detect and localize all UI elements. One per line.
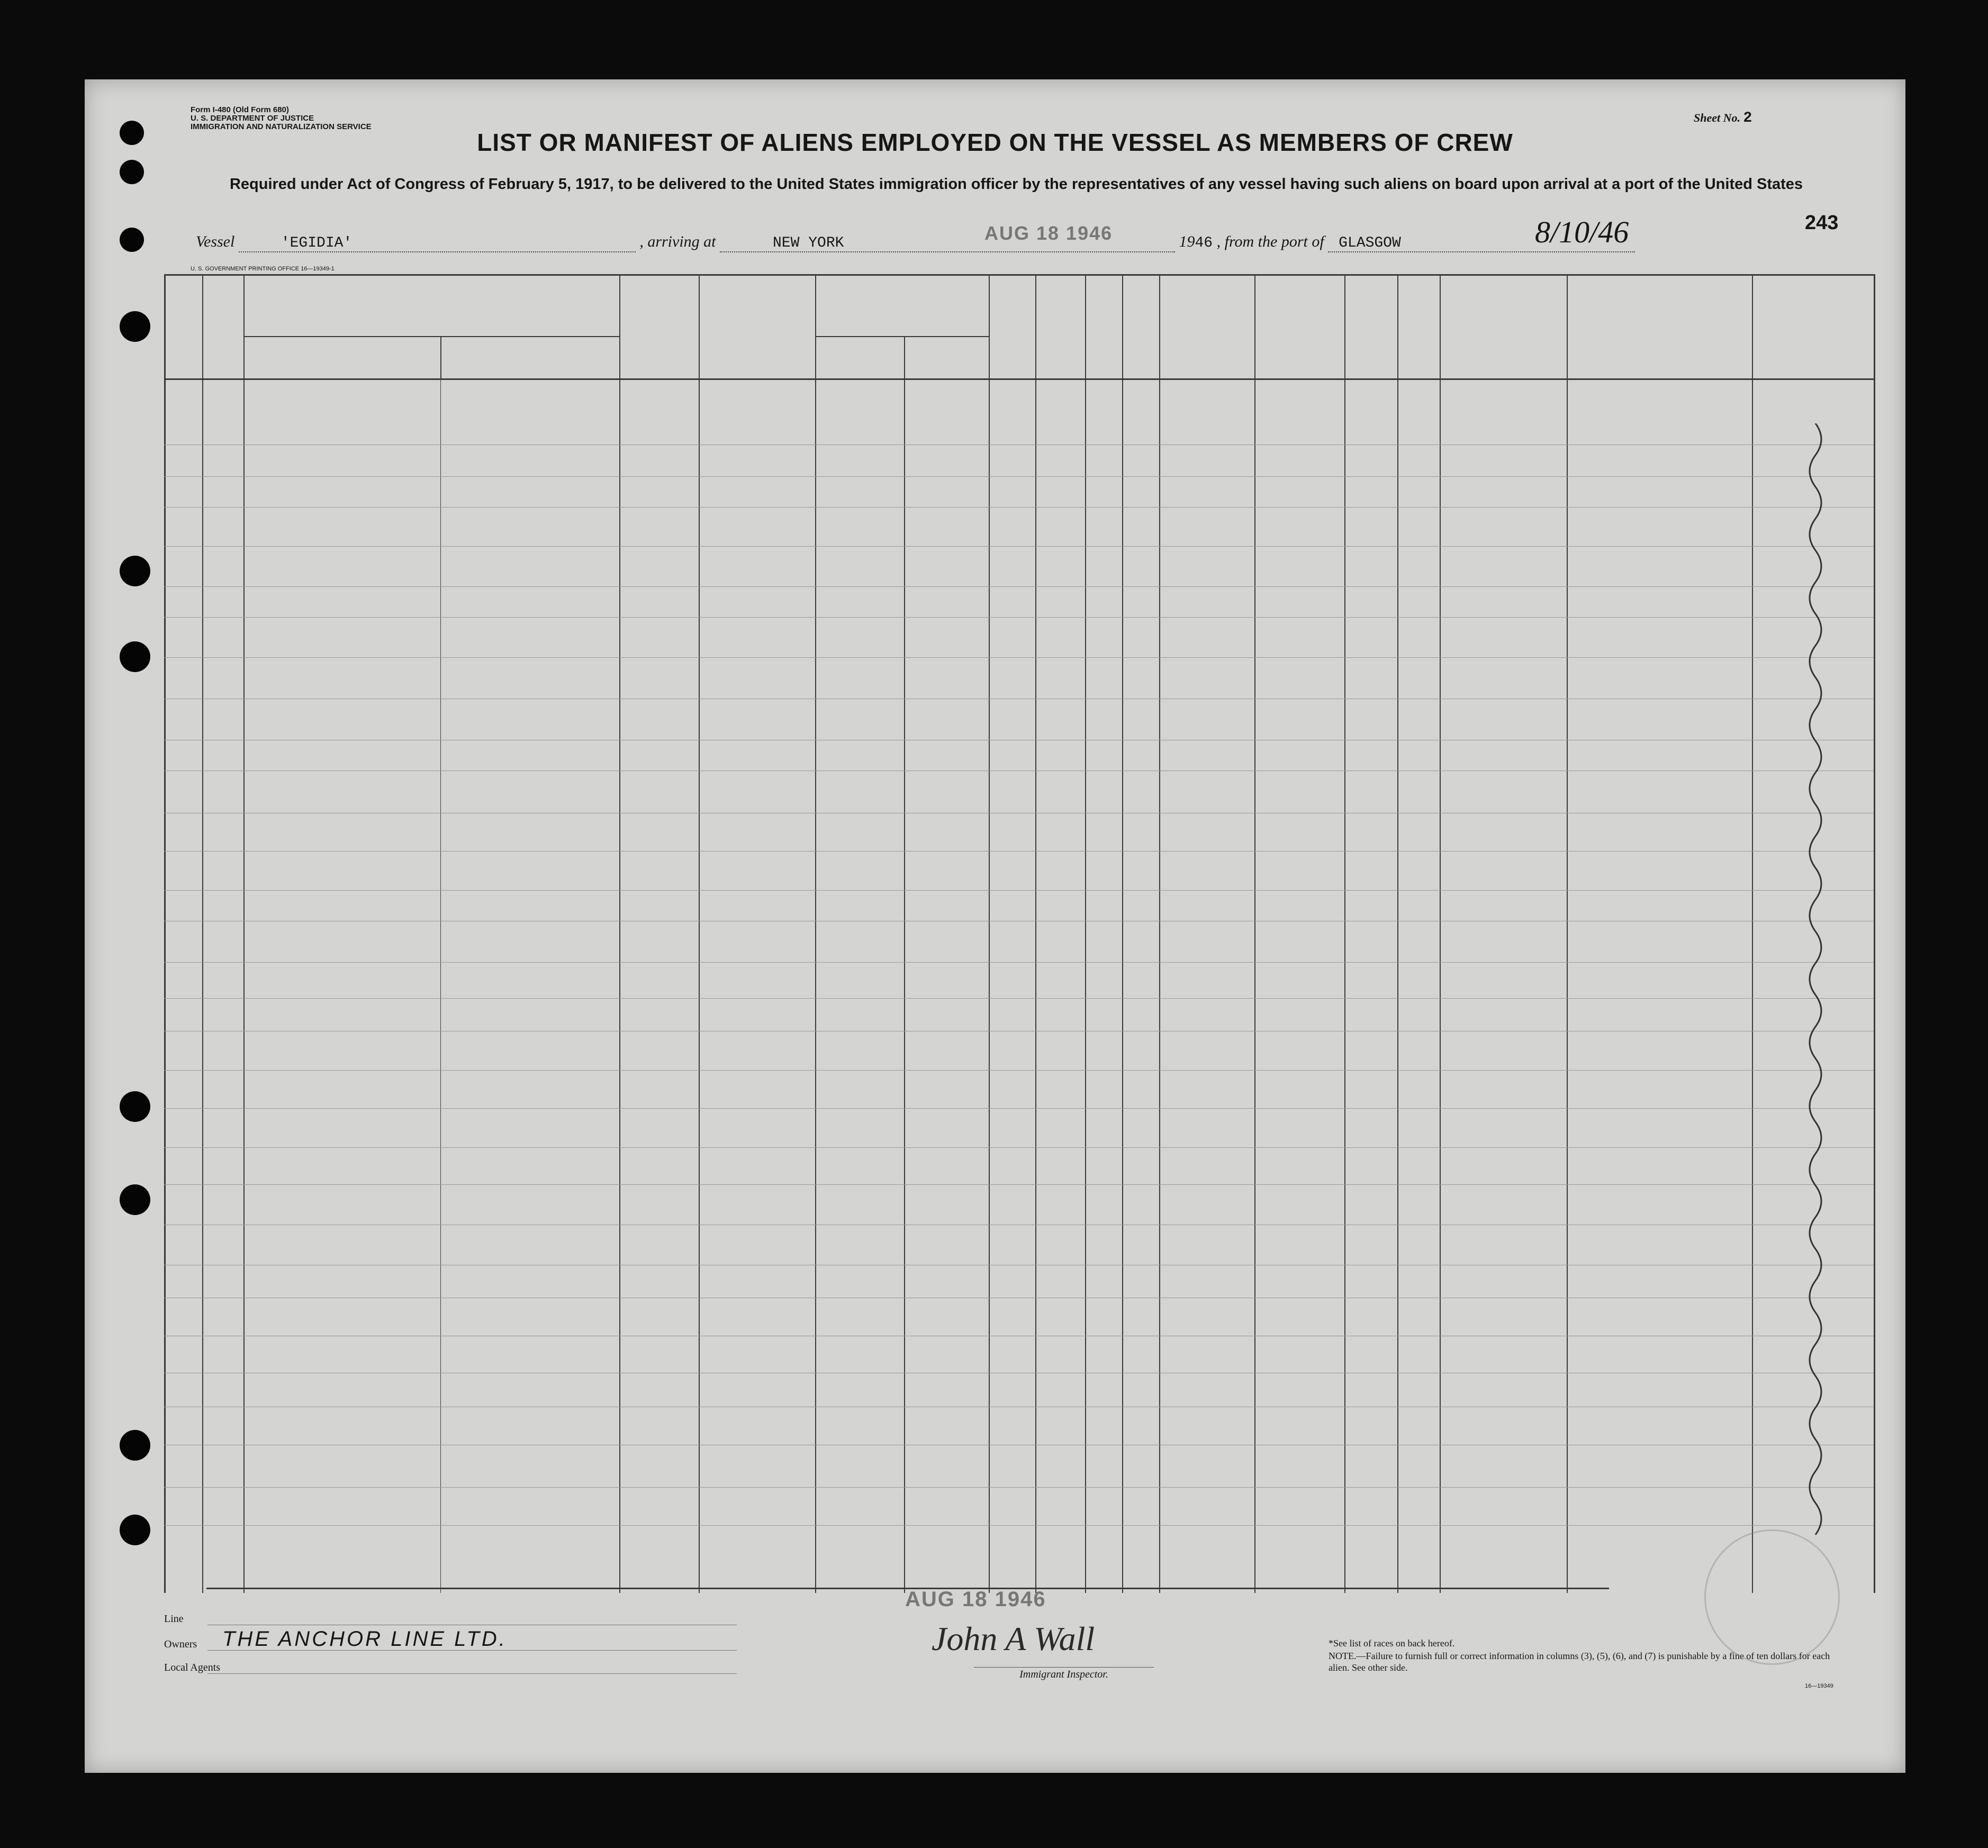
- table-header-rule: [164, 378, 1874, 380]
- inspection-date-stamp: AUG 18 1946: [905, 1588, 1046, 1611]
- column-rule: [989, 274, 990, 1593]
- page-subtitle: Required under Act of Congress of February 5, 1917, to be delivered to the United States immigration officer by the representatives of any vessel having such aliens on board upon arrival at a port of the United States: [229, 176, 1803, 193]
- table-row-rule: [164, 1147, 1874, 1148]
- line-label: Line: [164, 1613, 184, 1625]
- table-row-rule: [164, 546, 1874, 547]
- column-rule: [202, 274, 203, 1593]
- column-rule: [1567, 274, 1568, 1593]
- inspector-check-line: [1794, 423, 1837, 1561]
- handwritten-date: 8/10/46: [1535, 215, 1629, 249]
- shipped-split-rule: [904, 336, 905, 1593]
- table-row-rule: [164, 890, 1874, 891]
- column-rule: [1085, 274, 1086, 1593]
- name-split-rule: [440, 336, 441, 378]
- arrival-date-stamp: AUG 18 1946: [984, 222, 1113, 244]
- column-rule: [1254, 274, 1255, 1593]
- owners-value: THE ANCHOR LINE LTD.: [222, 1627, 507, 1651]
- arrival-port: NEW YORK: [720, 235, 1175, 252]
- name-split-full-rule: [440, 378, 441, 1593]
- manifest-sheet: [85, 79, 1905, 1773]
- column-rule: [243, 274, 245, 1593]
- page-title: LIST OR MANIFEST OF ALIENS EMPLOYED ON THE VESSEL AS MEMBERS OF CREW: [477, 129, 1513, 156]
- name-subheader-rule: [243, 336, 619, 337]
- table-row-rule: [164, 1525, 1874, 1526]
- table-row-rule: [164, 476, 1874, 477]
- table-row-rule: [164, 586, 1874, 587]
- table-top-rule: [164, 274, 1874, 276]
- departure-port: GLASGOW: [1328, 235, 1635, 252]
- crew-table: [85, 79, 1905, 1773]
- column-rule: [815, 274, 816, 1593]
- column-rule: [699, 274, 700, 1593]
- form-code: 16—19349: [1805, 1683, 1833, 1689]
- printing-office: U. S. GOVERNMENT PRINTING OFFICE 16—19349-1: [191, 266, 335, 272]
- races-note: *See list of races on back hereof.: [1329, 1638, 1455, 1648]
- agents-field: [207, 1673, 737, 1674]
- column-rule: [1159, 274, 1160, 1593]
- inspector-signature: John A Wall: [932, 1620, 1095, 1657]
- local-agents-label: Local Agents: [164, 1662, 221, 1673]
- table-row-rule: [164, 1108, 1874, 1109]
- page-number: 243: [1805, 212, 1839, 234]
- column-rule: [1344, 274, 1345, 1593]
- penalty-note: NOTE.—Failure to furnish full or correct information in columns (3), (5), (6), and (7) is punishable by a fine of ten dollars for each alien. See other side.: [1329, 1651, 1830, 1673]
- vessel-line: Vessel 'EGIDIA' , arriving at NEW YORK 1946 , from the port of GLASGOW: [196, 233, 1784, 252]
- column-rule: [619, 274, 620, 1593]
- table-row-rule: [164, 998, 1874, 999]
- table-row-rule: [164, 657, 1874, 658]
- owners-label: Owners: [164, 1638, 197, 1650]
- table-row-rule: [164, 617, 1874, 618]
- table-row-rule: [164, 962, 1874, 963]
- table-row-rule: [164, 1070, 1874, 1071]
- table-row-rule: [164, 507, 1874, 508]
- column-rule: [1122, 274, 1123, 1593]
- sheet-number: Sheet No. 2: [1694, 110, 1752, 126]
- form-identification: Form I-480 (Old Form 680) U. S. DEPARTMENT OF JUSTICE IMMIGRATION AND NATURALIZATION SERVICE: [191, 105, 372, 131]
- column-rule: [1035, 274, 1036, 1593]
- column-rule: [1440, 274, 1441, 1593]
- column-rule: [1752, 274, 1753, 1593]
- vessel-name: 'EGIDIA': [239, 235, 636, 252]
- column-rule: [1397, 274, 1398, 1593]
- table-row-rule: [164, 1487, 1874, 1488]
- table-row-rule: [164, 1184, 1874, 1185]
- column-rule: [164, 274, 166, 1593]
- official-seal: [1704, 1529, 1840, 1665]
- column-rule: [1874, 274, 1875, 1593]
- inspector-label: Immigrant Inspector.: [974, 1667, 1154, 1681]
- shipped-subheader-rule: [815, 336, 989, 337]
